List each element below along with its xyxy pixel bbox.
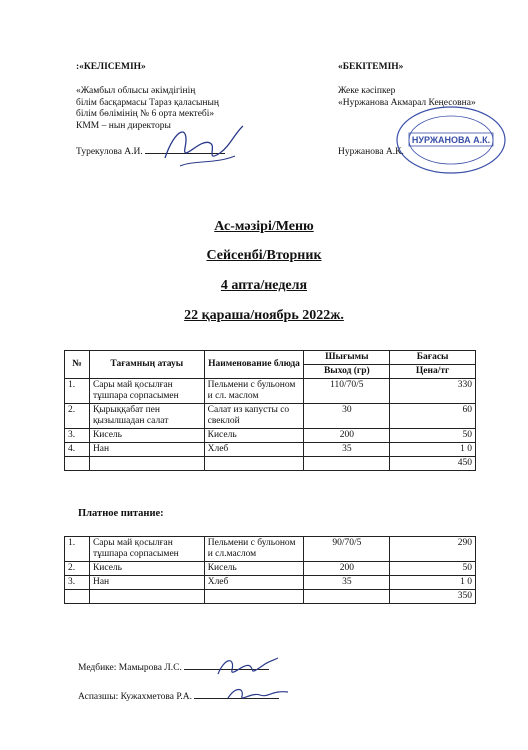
col-header-output-ru: Выход (гр) [304,365,390,379]
cell-num: 4. [65,443,90,457]
cell-price: 60 [390,404,476,429]
entrepreneur-stamp [395,105,507,175]
col-header-name-kz: Тағамның атауы [89,351,204,379]
agreed-line: білім басқармасы Тараз қаласының [76,97,219,108]
agreed-line: КММ – нын директоры [76,120,171,131]
agreed-signer-name: Турекулова А.И. [76,147,143,157]
cell-num: 2. [65,404,90,429]
table-row [65,429,476,443]
cell-output: 35 [304,576,390,590]
approved-line: «Нуржанова Акмарал Кеңесовна» [338,97,476,108]
paid-menu-table [64,536,476,604]
cell-price: 1 0 [390,443,476,457]
cell-output: 200 [304,562,390,576]
cell-name-kz: Нан [89,576,204,590]
director-signature [155,118,250,173]
cell-name-ru: Пельмени с бульоном и сл.маслом [204,537,304,562]
cell-output: 110/70/5 [304,379,390,404]
table-row [65,443,476,457]
cell-num: 1. [65,537,90,562]
agreed-label: :«КЕЛІСЕМІН» [76,62,146,72]
agreed-line: «Жамбыл облысы әкімдігінің [76,86,196,96]
cell-name-kz: Кисель [89,562,204,576]
approved-signer: Нуржанова А.К. [338,147,404,157]
cell-price: 50 [390,429,476,443]
cell-name-ru: Хлеб [204,443,304,457]
col-header-price-kz: Бағасы [390,351,476,365]
menu-title: Ас-мәзірі/Меню [214,219,314,234]
cell-price: 290 [390,537,476,562]
approved-line: Жеке кәсіпкер [338,86,396,96]
table-row [65,576,476,590]
cell-name-kz: Қырыққабат пен қызылшадан салат [89,404,204,429]
cell-name-kz: Сары май қосылған тұшпара сорпасымен [89,537,204,562]
table-total-row [65,590,476,604]
col-header-price-ru: Цена/тг [390,365,476,379]
nurse-signature [210,652,280,682]
cell-name-ru: Пельмени с бульоном и сл. маслом [204,379,304,404]
cell-name-ru: Салат из капусты со свеклой [204,404,304,429]
agreed-line: білім бөлімінің № 6 орта мектебі» [76,109,215,119]
cell-output: 30 [304,404,390,429]
approved-label: «БЕКІТЕМІН» [338,62,404,72]
cell-num: 2. [65,562,90,576]
nurse-name: Медбике: Мамырова Л.С. [78,663,182,673]
table-header-row [65,351,476,365]
col-header-name-ru: Наименование блюда [204,351,304,379]
cell-name-kz: Кисель [89,429,204,443]
cook-signature [222,680,292,708]
svg-text:НУРЖАНОВА А.К.: НУРЖАНОВА А.К. [411,135,491,145]
cook-name: Аспазшы: Кужахметова Р.А. [78,692,193,702]
col-header-num: № [65,351,90,379]
table-row [65,537,476,562]
cell-num: 1. [65,379,90,404]
cell-total: 350 [390,590,476,604]
col-header-output-kz: Шығымы [304,351,390,365]
cell-price: 330 [390,379,476,404]
cell-name-kz: Нан [89,443,204,457]
table-row [65,379,476,404]
cell-num: 3. [65,576,90,590]
cell-price: 1 0 [390,576,476,590]
cell-output: 35 [304,443,390,457]
cell-output: 90/70/5 [304,537,390,562]
day-title: Сейсенбі/Вторник [206,248,322,263]
paid-meals-label: Платное питание: [78,508,164,519]
week-title: 4 апта/неделя [220,278,308,293]
table-total-row [65,457,476,471]
cell-name-ru: Кисель [204,429,304,443]
cell-num: 3. [65,429,90,443]
cell-price: 50 [390,562,476,576]
cell-name-ru: Хлеб [204,576,304,590]
cell-total: 450 [390,457,476,471]
table-row [65,404,476,429]
table-row [65,562,476,576]
cell-name-kz: Сары май қосылған тұшпара сорпасымен [89,379,204,404]
cell-name-ru: Кисель [204,562,304,576]
menu-table [64,350,476,471]
date-title: 22 қараша/ноябрь 2022ж. [184,308,344,323]
cell-output: 200 [304,429,390,443]
